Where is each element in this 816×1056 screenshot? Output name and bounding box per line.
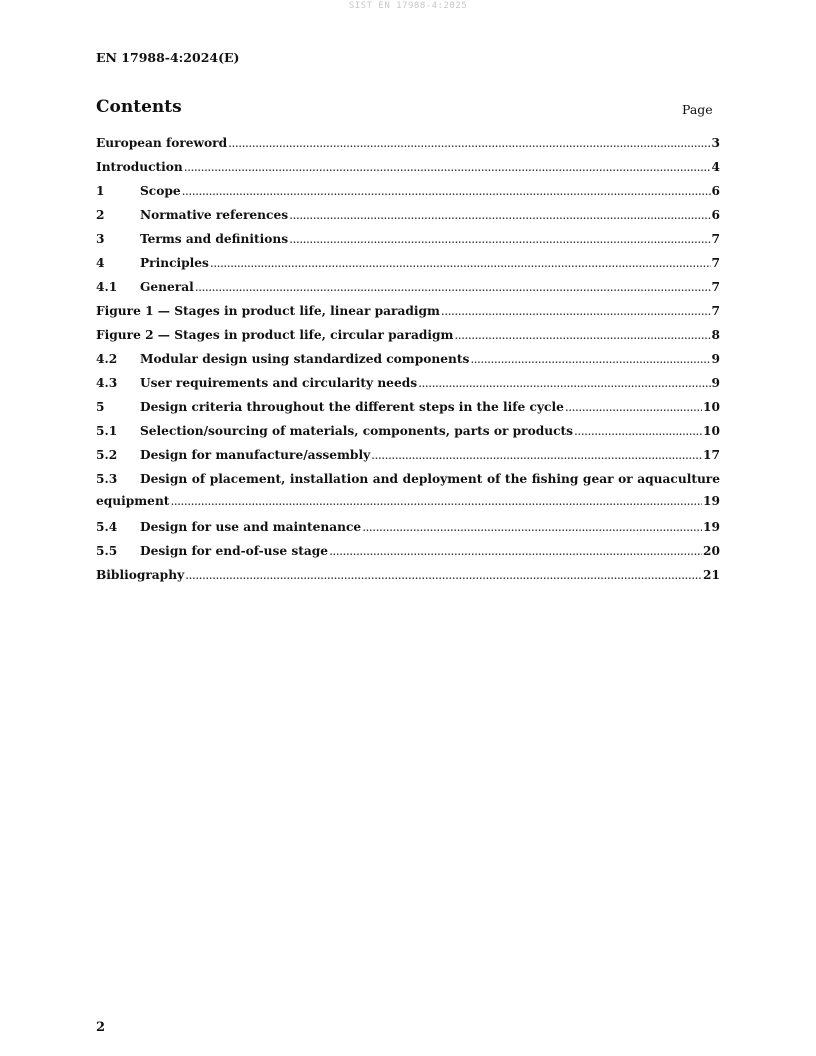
toc-entry-page: 7 [711, 280, 720, 294]
toc-entry-design-criteria[interactable] [96, 398, 720, 422]
toc-entry-page: 21 [703, 568, 720, 582]
toc-entry-title: Introduction [96, 160, 183, 174]
toc-entry-number: 5.3 [96, 472, 118, 486]
toc-entry-title: User requirements and circularity needs [140, 376, 418, 390]
watermark: SIST EN 17988-4:2025 [348, 1, 468, 11]
toc-entry-page: 19 [703, 494, 720, 508]
toc-entry-page: 8 [711, 328, 720, 342]
toc-entry-page: 3 [711, 136, 720, 150]
toc-entry-page: 10 [703, 400, 720, 414]
toc-entry-page: 4 [711, 160, 720, 174]
toc-entry-page: 6 [711, 208, 720, 222]
toc-entry-number: 5.4 [96, 520, 118, 534]
toc-leader-dots [182, 182, 711, 200]
toc-entry-european-foreword[interactable] [96, 134, 720, 158]
toc-entry-number: 2 [96, 208, 105, 222]
toc-entry-design-placement[interactable] [96, 470, 720, 518]
toc-entry-page: 6 [711, 184, 720, 198]
toc-leader-dots [185, 566, 702, 584]
toc-entry-title: Figure 2 — Stages in product life, circular paradigm [96, 328, 454, 342]
toc-entry-number: 5.2 [96, 448, 118, 462]
toc-leader-dots [329, 542, 702, 560]
toc-entry-design-end-of-use[interactable] [96, 542, 720, 566]
toc-entry-principles[interactable] [96, 254, 720, 278]
toc-entry-title: Scope [140, 184, 181, 198]
toc-entry-page: 7 [711, 304, 720, 318]
toc-entry-figure-2[interactable] [96, 326, 720, 350]
toc-entry-number: 4.2 [96, 352, 118, 366]
toc-entry-number: 5.5 [96, 544, 118, 558]
toc-entry-number: 3 [96, 232, 105, 246]
toc-entry-figure-1[interactable] [96, 302, 720, 326]
toc-leader-dots [289, 206, 710, 224]
toc-leader-dots [289, 230, 710, 248]
toc-entry-page: 19 [703, 520, 720, 534]
toc-entry-title: Design criteria throughout the different steps in the life cycle [140, 400, 564, 414]
toc-leader-dots [454, 326, 710, 344]
page-column-label: Page [682, 102, 713, 117]
toc-entry-number: 5 [96, 400, 105, 414]
toc-leader-dots [195, 278, 711, 296]
toc-leader-dots [574, 422, 702, 440]
toc-entry-title: Bibliography [96, 568, 185, 582]
toc-entry-number: 1 [96, 184, 105, 198]
toc-entry-title: Design of placement, installation and deployment of the fishing gear or aquaculture [140, 472, 720, 486]
toc-entry-design-manufacture[interactable] [96, 446, 720, 470]
toc-entry-terms-definitions[interactable] [96, 230, 720, 254]
toc-leader-dots [362, 518, 702, 536]
toc-entry-modular-design[interactable] [96, 350, 720, 374]
toc-entry-title: Normative references [140, 208, 289, 222]
toc-entry-bibliography[interactable] [96, 566, 720, 590]
toc-leader-dots [184, 158, 711, 176]
toc-entry-title-line2 [96, 492, 720, 510]
toc-entry-title: Principles [140, 256, 209, 270]
toc-entry-title: European foreword [96, 136, 228, 150]
toc-entry-title: Modular design using standardized components [140, 352, 470, 366]
toc-entry-normative-references[interactable] [96, 206, 720, 230]
document-id: EN 17988-4:2024(E) [96, 50, 240, 65]
toc-entry-number: 5.1 [96, 424, 118, 438]
toc-leader-dots [371, 446, 702, 464]
toc-entry-number: 4.1 [96, 280, 118, 294]
toc-entry-number: 4.3 [96, 376, 118, 390]
toc-entry-page: 7 [711, 232, 720, 246]
toc-entry-title: Design for use and maintenance [140, 520, 362, 534]
toc-entry-selection-sourcing[interactable] [96, 422, 720, 446]
toc-entry-title: Selection/sourcing of materials, components, parts or products [140, 424, 574, 438]
toc-entry-page: 20 [703, 544, 720, 558]
toc-entry-page: 9 [711, 376, 720, 390]
toc-leader-dots [470, 350, 710, 368]
toc-entry-title: Figure 1 — Stages in product life, linear paradigm [96, 304, 440, 318]
toc-entry-number: 4 [96, 256, 105, 270]
toc-entry-design-use-maintenance[interactable] [96, 518, 720, 542]
toc-leader-dots [228, 134, 710, 152]
toc-entry-title: Terms and definitions [140, 232, 289, 246]
toc-entry-user-requirements[interactable] [96, 374, 720, 398]
toc-entry-title-continued: equipment [96, 494, 170, 508]
toc-leader-dots [565, 398, 702, 416]
contents-heading: Contents [96, 97, 182, 117]
toc-entry-page: 17 [703, 448, 720, 462]
toc-entry-page: 9 [711, 352, 720, 366]
toc-entry-title: Design for manufacture/assembly [140, 448, 371, 462]
toc-entry-page: 7 [711, 256, 720, 270]
toc-entry-introduction[interactable] [96, 158, 720, 182]
toc-entry-title: General [140, 280, 194, 294]
toc-leader-dots [170, 492, 702, 510]
toc-entry-general[interactable] [96, 278, 720, 302]
toc-leader-dots [418, 374, 710, 392]
toc-entry-page: 10 [703, 424, 720, 438]
footer-page-number: 2 [96, 1020, 106, 1035]
toc-entry-title-line1 [96, 470, 720, 488]
toc-leader-dots [210, 254, 711, 272]
table-of-contents [96, 134, 720, 590]
toc-entry-scope[interactable] [96, 182, 720, 206]
toc-entry-title: Design for end-of-use stage [140, 544, 329, 558]
toc-leader-dots [441, 302, 711, 320]
